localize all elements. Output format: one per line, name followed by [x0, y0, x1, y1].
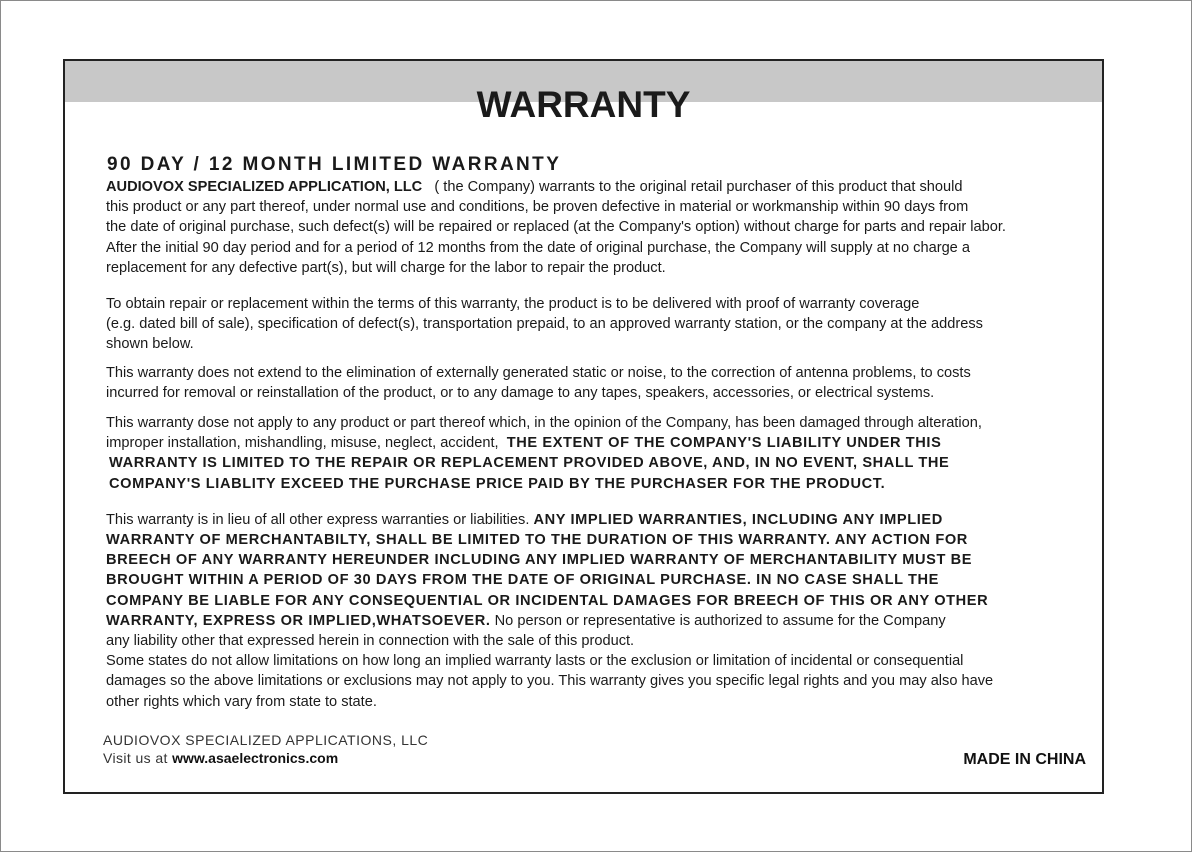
- paragraph-liability: [106, 413, 1104, 494]
- implied-line-6: WARRANTY, EXPRESS OR IMPLIED,WHATSOEVER. No person or representative is authorized to assume for the Company: [106, 612, 946, 629]
- warranty-card: [63, 59, 1104, 794]
- liability-line-1: This warranty dose not apply to any product or part thereof which, in the opinion of the Company, has been damaged through alteration,: [106, 415, 982, 432]
- warranty-body: [106, 154, 1104, 712]
- paragraph-obtain-repair: [106, 294, 1104, 355]
- website-link[interactable]: www.asaelectronics.com: [172, 750, 339, 766]
- implied-line-4: BROUGHT WITHIN A PERIOD OF 30 DAYS FROM THE DATE OF ORIGINAL PURCHASE. IN NO CASE SHALL THE: [106, 572, 939, 589]
- made-in-label: MADE IN CHINA: [963, 751, 1086, 768]
- obtain-line-1: To obtain repair or replacement within the terms of this warranty, the product is to be delivered with proof of warranty coverage: [106, 296, 920, 313]
- implied-line-3: BREECH OF ANY WARRANTY HEREUNDER INCLUDING ANY IMPLIED WARRANTY OF MERCHANTABILITY MUST BE: [106, 552, 973, 569]
- warranty-subtitle: 90 DAY / 12 MONTH LIMITED WARRANTY: [107, 154, 562, 175]
- implied-line-1: This warranty is in lieu of all other express warranties or liabilities. ANY IMPLIED WARRANTIES, INCLUDING ANY IMPLIED: [106, 511, 943, 528]
- coverage-line-1: AUDIOVOX SPECIALIZED APPLICATION, LLC ( the Company) warrants to the original retail purchaser of this product that should: [106, 179, 963, 195]
- company-name: AUDIOVOX SPECIALIZED APPLICATION, LLC: [106, 179, 423, 195]
- implied-line-7: any liability other that expressed herein in connection with the sale of this product.: [106, 633, 635, 650]
- exclusions-line-1: This warranty does not extend to the elimination of externally generated static or noise, to the correction of antenna problems, to costs: [106, 364, 971, 381]
- implied-line-5: COMPANY BE LIABLE FOR ANY CONSEQUENTIAL OR INCIDENTAL DAMAGES FOR BREECH OF THIS OR ANY OTHER: [106, 592, 989, 609]
- footer-company-info: [103, 731, 428, 767]
- page-title: WARRANTY: [476, 84, 691, 125]
- implied-line-8: Some states do not allow limitations on how long an implied warranty lasts or the exclusion or limitation of incidental or consequential: [106, 653, 964, 670]
- liability-line-4: COMPANY'S LIABLITY EXCEED THE PURCHASE PRICE PAID BY THE PURCHASER FOR THE PRODUCT.: [109, 475, 886, 492]
- exclusions-line-2: incurred for removal or reinstallation of the product, or to any damage to any tapes, speakers, accessories, or electrical systems.: [106, 384, 935, 401]
- implied-line-10: other rights which vary from state to state.: [106, 693, 377, 710]
- implied-line-2: WARRANTY OF MERCHANTABILTY, SHALL BE LIMITED TO THE DURATION OF THIS WARRANTY. ANY ACTION FOR: [106, 532, 968, 549]
- footer-company-name: AUDIOVOX SPECIALIZED APPLICATIONS, LLC: [103, 732, 429, 748]
- obtain-line-2: (e.g. dated bill of sale), specification of defect(s), transportation prepaid, to an approved warranty station, or the company at the address: [106, 316, 983, 333]
- coverage-line-3: the date of original purchase, such defect(s) will be repaired or replaced (at the Company's option) without charge for parts and repair labor.: [106, 219, 1006, 236]
- coverage-line-2: this product or any part thereof, under normal use and conditions, be proven defective in material or workmanship within 90 days from: [106, 199, 969, 216]
- liability-line-3: WARRANTY IS LIMITED TO THE REPAIR OR REPLACEMENT PROVIDED ABOVE, AND, IN NO EVENT, SHALL THE: [109, 455, 950, 472]
- paragraph-exclusions: [106, 363, 1104, 403]
- coverage-line-5: replacement for any defective part(s), but will charge for the labor to repair the product.: [106, 259, 666, 276]
- implied-line-9: damages so the above limitations or exclusions may not apply to you. This warranty gives you specific legal rights and you may also have: [106, 673, 994, 690]
- obtain-line-3: shown below.: [106, 336, 194, 353]
- coverage-line-4: After the initial 90 day period and for a period of 12 months from the date of original purchase, the Company will supply at no charge a: [106, 239, 970, 256]
- paragraph-implied-warranties: [106, 510, 1104, 712]
- liability-line-2: improper installation, mishandling, misuse, neglect, accident, THE EXTENT OF THE COMPANY'S LIABILITY UNDER THIS: [106, 435, 942, 452]
- paragraph-coverage: [106, 177, 1104, 278]
- footer-visit: Visit us at www.asaelectronics.com: [103, 750, 339, 766]
